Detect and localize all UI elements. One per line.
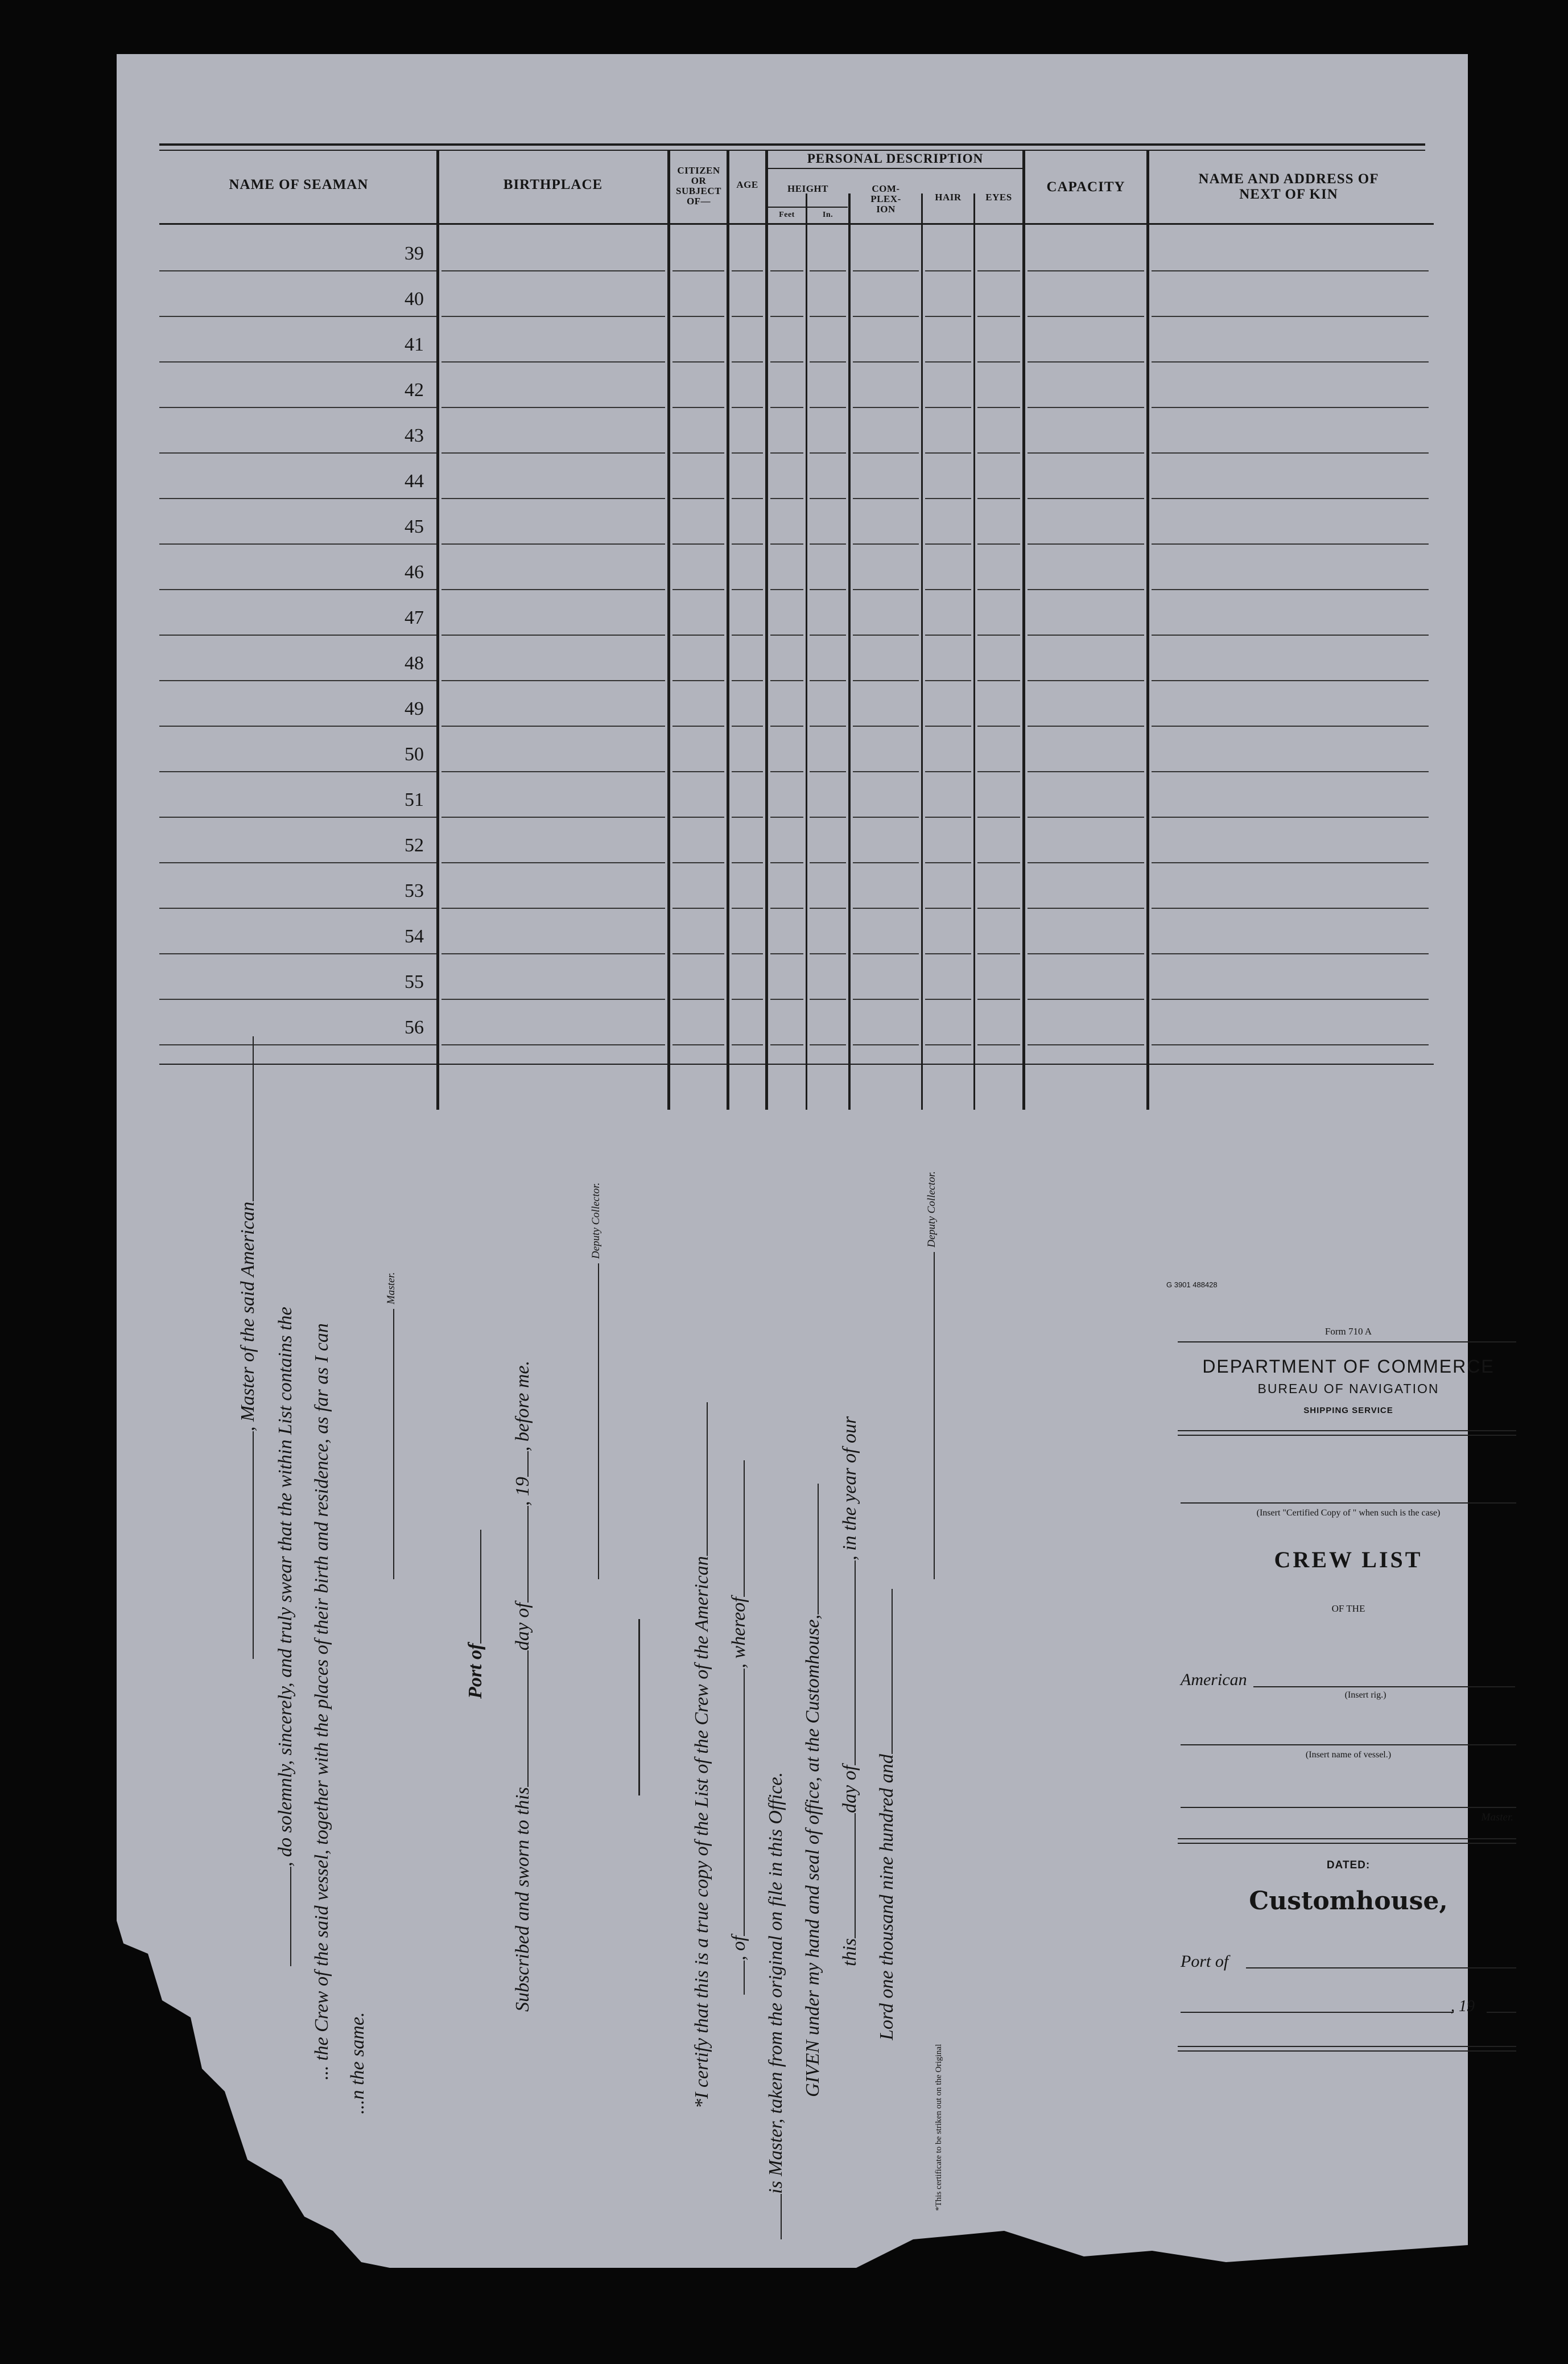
row-rule bbox=[1028, 908, 1144, 909]
row-rule bbox=[770, 817, 803, 818]
department-title: DEPARTMENT OF COMMERCE bbox=[1202, 1356, 1495, 1377]
divider-line bbox=[638, 1619, 640, 1795]
row-rule bbox=[925, 726, 971, 727]
row-rule bbox=[925, 316, 971, 317]
row-rule bbox=[925, 1044, 971, 1045]
row-number: 40 bbox=[405, 289, 424, 310]
row-rule bbox=[977, 270, 1020, 271]
row-rule bbox=[770, 407, 803, 408]
row-rule bbox=[810, 1044, 846, 1045]
row-rule bbox=[853, 680, 919, 681]
row-rule bbox=[441, 726, 665, 727]
cover-port-field[interactable] bbox=[1246, 1967, 1516, 1968]
row-number: 42 bbox=[405, 380, 424, 401]
col-kin-header: NAME AND ADDRESS OF NEXT OF KIN bbox=[1198, 171, 1379, 202]
row-number: 39 bbox=[405, 243, 424, 264]
row-rule bbox=[977, 817, 1020, 818]
row-rule bbox=[853, 452, 919, 454]
row-rule bbox=[853, 498, 919, 499]
certificate-day-blank bbox=[840, 1813, 856, 1938]
row-rule bbox=[159, 817, 436, 818]
row-rule bbox=[672, 407, 724, 408]
row-rule bbox=[770, 680, 803, 681]
row-rule bbox=[1152, 589, 1429, 590]
col-complexion-header: COM- PLEX- ION bbox=[870, 183, 901, 215]
cover-port-of-label: Port of bbox=[1181, 1952, 1229, 1971]
row-rule bbox=[853, 635, 919, 636]
row-rule bbox=[810, 999, 846, 1000]
row-number: 55 bbox=[405, 971, 424, 992]
row-rule bbox=[732, 270, 763, 271]
row-rule bbox=[732, 498, 763, 499]
row-rule bbox=[977, 635, 1020, 636]
certificate-this: this bbox=[839, 1938, 860, 1966]
certificate-line-1: *I certify that this is a true copy of the List of the Crew of the American bbox=[691, 1556, 712, 2108]
row-rule bbox=[672, 771, 724, 772]
col-eyes-header: EYES bbox=[985, 192, 1012, 203]
row-rule bbox=[159, 999, 436, 1000]
document-sheet bbox=[117, 54, 1513, 2268]
certificate-of: , of bbox=[728, 1935, 749, 1961]
row-rule bbox=[441, 543, 665, 545]
row-rule bbox=[732, 316, 763, 317]
row-number: 43 bbox=[405, 425, 424, 446]
row-rule bbox=[1152, 726, 1429, 727]
row-rule bbox=[672, 999, 724, 1000]
row-rule bbox=[977, 452, 1020, 454]
row-rule bbox=[159, 589, 436, 590]
customhouse-title: Customhouse, bbox=[1249, 1887, 1448, 1916]
row-rule bbox=[1028, 498, 1144, 499]
insert-certified-note: (Insert "Certified Copy of " when such is the case) bbox=[1256, 1508, 1441, 1518]
of-the-label: OF THE bbox=[1331, 1603, 1365, 1614]
row-rule bbox=[672, 953, 724, 954]
row-rule bbox=[1028, 452, 1144, 454]
row-rule bbox=[925, 999, 971, 1000]
row-rule bbox=[732, 817, 763, 818]
master-name-blank bbox=[238, 1431, 254, 1659]
row-rule bbox=[1028, 316, 1144, 317]
row-rule bbox=[853, 270, 919, 271]
row-rule bbox=[672, 361, 724, 363]
row-rule bbox=[810, 498, 846, 499]
row-rule bbox=[770, 771, 803, 772]
row-rule bbox=[732, 862, 763, 863]
row-rule bbox=[977, 908, 1020, 909]
row-rule bbox=[672, 589, 724, 590]
certificate-day-of: day of bbox=[839, 1765, 860, 1813]
insert-name-note: (Insert name of vessel.) bbox=[1305, 1750, 1392, 1760]
customhouse-blank bbox=[803, 1484, 819, 1615]
row-rule bbox=[925, 452, 971, 454]
row-rule bbox=[853, 726, 919, 727]
row-rule bbox=[159, 316, 436, 317]
row-rule bbox=[1028, 953, 1144, 954]
row-rule bbox=[925, 680, 971, 681]
row-rule bbox=[732, 771, 763, 772]
col-feet-header: Feet bbox=[779, 211, 795, 219]
row-number: 51 bbox=[405, 789, 424, 810]
row-rule bbox=[441, 452, 665, 454]
row-rule bbox=[732, 635, 763, 636]
row-rule bbox=[770, 908, 803, 909]
master-signature-blank bbox=[384, 1309, 394, 1579]
row-rule bbox=[1028, 1044, 1144, 1045]
oath-line-2: , do solemnly, sincerely, and truly swear that the within List contains the bbox=[275, 1307, 296, 1867]
port-blank bbox=[465, 1530, 481, 1644]
day-blank bbox=[513, 1650, 529, 1787]
row-number: 45 bbox=[405, 516, 424, 537]
row-rule bbox=[732, 407, 763, 408]
year-label: , 19 bbox=[512, 1477, 533, 1506]
row-rule bbox=[1152, 498, 1429, 499]
row-rule bbox=[672, 908, 724, 909]
row-rule bbox=[672, 862, 724, 863]
row-rule bbox=[159, 407, 436, 408]
row-rule bbox=[441, 771, 665, 772]
row-rule bbox=[977, 498, 1020, 499]
row-rule bbox=[770, 953, 803, 954]
dated-label: DATED: bbox=[1326, 1859, 1371, 1871]
row-rule bbox=[159, 543, 436, 545]
row-rule bbox=[159, 270, 436, 271]
row-rule bbox=[853, 908, 919, 909]
row-rule bbox=[810, 589, 846, 590]
row-rule bbox=[770, 543, 803, 545]
row-rule bbox=[810, 270, 846, 271]
row-rule bbox=[977, 361, 1020, 363]
row-rule bbox=[1028, 771, 1144, 772]
row-rule bbox=[672, 1044, 724, 1045]
row-rule bbox=[853, 862, 919, 863]
row-rule bbox=[1028, 270, 1144, 271]
row-rule bbox=[441, 908, 665, 909]
row-rule bbox=[732, 680, 763, 681]
row-rule bbox=[1152, 771, 1429, 772]
row-rule bbox=[1028, 999, 1144, 1000]
row-rule bbox=[770, 635, 803, 636]
certificate-whereof: , whereof bbox=[728, 1597, 749, 1669]
row-rule bbox=[159, 771, 436, 772]
row-rule bbox=[925, 771, 971, 772]
row-rule bbox=[977, 771, 1020, 772]
col-age-header: AGE bbox=[736, 179, 758, 190]
row-rule bbox=[810, 771, 846, 772]
certificate-line-6: Lord one thousand nine hundred and bbox=[876, 1754, 897, 2040]
row-rule bbox=[441, 498, 665, 499]
certificate-blank bbox=[729, 1961, 745, 1995]
day-of-label: day of bbox=[512, 1603, 533, 1651]
table-bottom-rule bbox=[159, 1064, 1434, 1065]
crew-list-title: CREW LIST bbox=[1274, 1547, 1423, 1572]
row-rule bbox=[1152, 908, 1429, 909]
row-rule bbox=[925, 635, 971, 636]
row-rule bbox=[1028, 862, 1144, 863]
row-number: 53 bbox=[405, 880, 424, 901]
oath-line-4: ...n the same. bbox=[347, 2012, 368, 2114]
row-rule bbox=[1028, 726, 1144, 727]
row-rule bbox=[732, 726, 763, 727]
row-rule bbox=[441, 862, 665, 863]
row-rule bbox=[1152, 635, 1429, 636]
certificate-vessel-blank bbox=[692, 1402, 708, 1556]
row-rule bbox=[159, 680, 436, 681]
col-birthplace-header: BIRTHPLACE bbox=[503, 177, 603, 192]
row-number: 52 bbox=[405, 835, 424, 856]
form-number: Form 710 A bbox=[1324, 1326, 1372, 1337]
row-rule bbox=[853, 543, 919, 545]
insert-rig-note: (Insert rig.) bbox=[1344, 1690, 1387, 1700]
vessel-name-field[interactable] bbox=[1181, 1744, 1516, 1745]
oath-blank bbox=[275, 1867, 291, 1966]
row-rule bbox=[770, 316, 803, 317]
row-rule bbox=[1028, 543, 1144, 545]
row-rule bbox=[810, 316, 846, 317]
col-capacity-header: CAPACITY bbox=[1046, 179, 1125, 195]
row-rule bbox=[1152, 361, 1429, 363]
row-rule bbox=[441, 999, 665, 1000]
row-rule bbox=[441, 589, 665, 590]
row-rule bbox=[853, 953, 919, 954]
row-rule bbox=[159, 452, 436, 454]
col-height-header: HEIGHT bbox=[787, 183, 828, 194]
row-rule bbox=[770, 999, 803, 1000]
row-rule bbox=[770, 270, 803, 271]
before-me-text: , before me. bbox=[512, 1360, 533, 1452]
row-number: 48 bbox=[405, 653, 424, 674]
row-rule bbox=[853, 316, 919, 317]
row-rule bbox=[853, 407, 919, 408]
row-rule bbox=[1152, 999, 1429, 1000]
row-rule bbox=[159, 862, 436, 863]
row-rule bbox=[672, 817, 724, 818]
row-rule bbox=[977, 726, 1020, 727]
row-rule bbox=[732, 361, 763, 363]
month-blank bbox=[513, 1506, 529, 1603]
certificate-blank-2 bbox=[766, 2194, 782, 2239]
row-rule bbox=[672, 270, 724, 271]
port-of-label: Port of bbox=[465, 1643, 486, 1699]
row-rule bbox=[977, 1044, 1020, 1045]
col-hair-header: HAIR bbox=[935, 192, 962, 203]
row-rule bbox=[853, 771, 919, 772]
row-rule bbox=[1028, 361, 1144, 363]
row-rule bbox=[810, 680, 846, 681]
row-rule bbox=[732, 452, 763, 454]
row-rule bbox=[1152, 817, 1429, 818]
row-rule bbox=[853, 361, 919, 363]
row-number: 46 bbox=[405, 562, 424, 583]
row-rule bbox=[810, 817, 846, 818]
row-rule bbox=[672, 498, 724, 499]
row-rule bbox=[1152, 270, 1429, 271]
row-rule bbox=[672, 316, 724, 317]
row-rule bbox=[732, 953, 763, 954]
col-name-header: NAME OF SEAMAN bbox=[229, 177, 369, 192]
row-rule bbox=[732, 543, 763, 545]
row-rule bbox=[672, 452, 724, 454]
row-rule bbox=[810, 452, 846, 454]
row-rule bbox=[925, 953, 971, 954]
row-rule bbox=[977, 953, 1020, 954]
row-rule bbox=[159, 361, 436, 363]
col-personal-description-header: PERSONAL DESCRIPTION bbox=[807, 151, 984, 166]
row-rule bbox=[441, 953, 665, 954]
deputy-signature-blank bbox=[589, 1263, 599, 1579]
row-rule bbox=[925, 498, 971, 499]
row-rule bbox=[1152, 543, 1429, 545]
row-rule bbox=[925, 908, 971, 909]
row-rule bbox=[159, 953, 436, 954]
certificate-port-blank bbox=[729, 1669, 745, 1936]
certificate-year-blank bbox=[877, 1589, 893, 1754]
row-rule bbox=[1028, 589, 1144, 590]
row-rule bbox=[1152, 1044, 1429, 1045]
certificate-deputy-label: Deputy Collector. bbox=[926, 1171, 938, 1247]
row-rule bbox=[810, 726, 846, 727]
row-rule bbox=[1152, 316, 1429, 317]
col-citizen-header: CITIZEN OR SUBJECT OF— bbox=[675, 165, 722, 207]
row-rule bbox=[441, 361, 665, 363]
row-rule bbox=[1152, 407, 1429, 408]
certificate-master-blank bbox=[729, 1460, 745, 1597]
service-title: SHIPPING SERVICE bbox=[1303, 1406, 1393, 1415]
row-number: 41 bbox=[405, 334, 424, 355]
row-rule bbox=[1152, 953, 1429, 954]
row-rule bbox=[159, 726, 436, 727]
row-rule bbox=[977, 999, 1020, 1000]
row-rule bbox=[925, 407, 971, 408]
certificate-footnote: *This certificate to be striken out on the Original bbox=[934, 2044, 943, 2211]
row-rule bbox=[441, 270, 665, 271]
row-rule bbox=[159, 498, 436, 499]
row-rule bbox=[925, 361, 971, 363]
row-rule bbox=[1028, 635, 1144, 636]
oath-line-3: ... the Crew of the said vessel, together with the places of their birth and residence, as far as I can bbox=[311, 1323, 332, 2080]
row-rule bbox=[441, 316, 665, 317]
row-rule bbox=[770, 498, 803, 499]
row-rule bbox=[810, 862, 846, 863]
row-rule bbox=[441, 635, 665, 636]
row-rule bbox=[925, 589, 971, 590]
row-number: 47 bbox=[405, 607, 424, 628]
row-rule bbox=[732, 999, 763, 1000]
row-rule bbox=[672, 635, 724, 636]
row-number: 49 bbox=[405, 698, 424, 719]
row-rule bbox=[770, 452, 803, 454]
cover-master-label: Master. bbox=[1481, 1811, 1513, 1823]
row-number: 54 bbox=[405, 926, 424, 947]
date-field[interactable] bbox=[1181, 2012, 1454, 2013]
row-rule bbox=[770, 589, 803, 590]
master-label: Master. bbox=[385, 1272, 397, 1304]
row-rule bbox=[810, 361, 846, 363]
row-rule bbox=[159, 908, 436, 909]
row-rule bbox=[770, 361, 803, 363]
row-rule bbox=[853, 589, 919, 590]
american-label: American bbox=[1181, 1670, 1247, 1689]
row-rule bbox=[1152, 452, 1429, 454]
row-rule bbox=[977, 543, 1020, 545]
row-rule bbox=[853, 1044, 919, 1045]
row-rule bbox=[977, 680, 1020, 681]
row-rule bbox=[1028, 817, 1144, 818]
certificate-line-4: GIVEN under my hand and seal of office, at the Customhouse, bbox=[802, 1614, 823, 2097]
row-rule bbox=[1152, 862, 1429, 863]
subscribed-text: Subscribed and sworn to this bbox=[512, 1787, 533, 2012]
row-rule bbox=[159, 1044, 436, 1045]
row-rule bbox=[810, 635, 846, 636]
row-rule bbox=[977, 407, 1020, 408]
rig-blank[interactable] bbox=[1253, 1686, 1515, 1687]
bureau-title: BUREAU OF NAVIGATION bbox=[1257, 1381, 1439, 1396]
certificate-year-of-our: , in the year of our bbox=[839, 1416, 860, 1560]
row-rule bbox=[853, 817, 919, 818]
row-rule bbox=[770, 862, 803, 863]
print-code: G 3901 488428 bbox=[1166, 1280, 1218, 1289]
certificate-month-blank bbox=[840, 1560, 856, 1765]
col-inches-header: In. bbox=[822, 211, 833, 219]
row-rule bbox=[810, 908, 846, 909]
oath-line-1: , Master of the said American bbox=[237, 1201, 258, 1431]
year-blank bbox=[513, 1451, 529, 1477]
certificate-line-3: is Master, taken from the original on file in this Office. bbox=[765, 1772, 786, 2194]
row-rule bbox=[925, 270, 971, 271]
row-rule bbox=[925, 817, 971, 818]
row-rule bbox=[770, 1044, 803, 1045]
certified-copy-blank bbox=[1181, 1502, 1516, 1504]
row-rule bbox=[672, 543, 724, 545]
row-rule bbox=[1028, 680, 1144, 681]
row-rule bbox=[441, 817, 665, 818]
row-rule bbox=[441, 1044, 665, 1045]
row-rule bbox=[159, 635, 436, 636]
row-rule bbox=[732, 908, 763, 909]
row-rule bbox=[977, 862, 1020, 863]
row-rule bbox=[977, 589, 1020, 590]
cover-year-label: , 19 bbox=[1451, 1998, 1475, 2015]
row-rule bbox=[810, 407, 846, 408]
row-number: 44 bbox=[405, 471, 424, 492]
master-name-field[interactable] bbox=[1181, 1807, 1516, 1808]
deputy-label: Deputy Collector. bbox=[590, 1182, 602, 1259]
row-rule bbox=[441, 680, 665, 681]
row-rule bbox=[925, 862, 971, 863]
row-rule bbox=[441, 407, 665, 408]
row-number: 56 bbox=[405, 1017, 424, 1038]
row-rule bbox=[810, 543, 846, 545]
vessel-name-blank bbox=[238, 1036, 254, 1201]
row-rule bbox=[977, 316, 1020, 317]
row-rule bbox=[672, 726, 724, 727]
row-rule bbox=[672, 680, 724, 681]
row-number: 50 bbox=[405, 744, 424, 765]
row-rule bbox=[853, 999, 919, 1000]
row-rule bbox=[770, 726, 803, 727]
row-rule bbox=[732, 589, 763, 590]
certificate-deputy-blank bbox=[925, 1252, 935, 1579]
row-rule bbox=[1152, 680, 1429, 681]
row-rule bbox=[1028, 407, 1144, 408]
row-rule bbox=[732, 1044, 763, 1045]
row-rule bbox=[925, 543, 971, 545]
row-rule bbox=[810, 953, 846, 954]
